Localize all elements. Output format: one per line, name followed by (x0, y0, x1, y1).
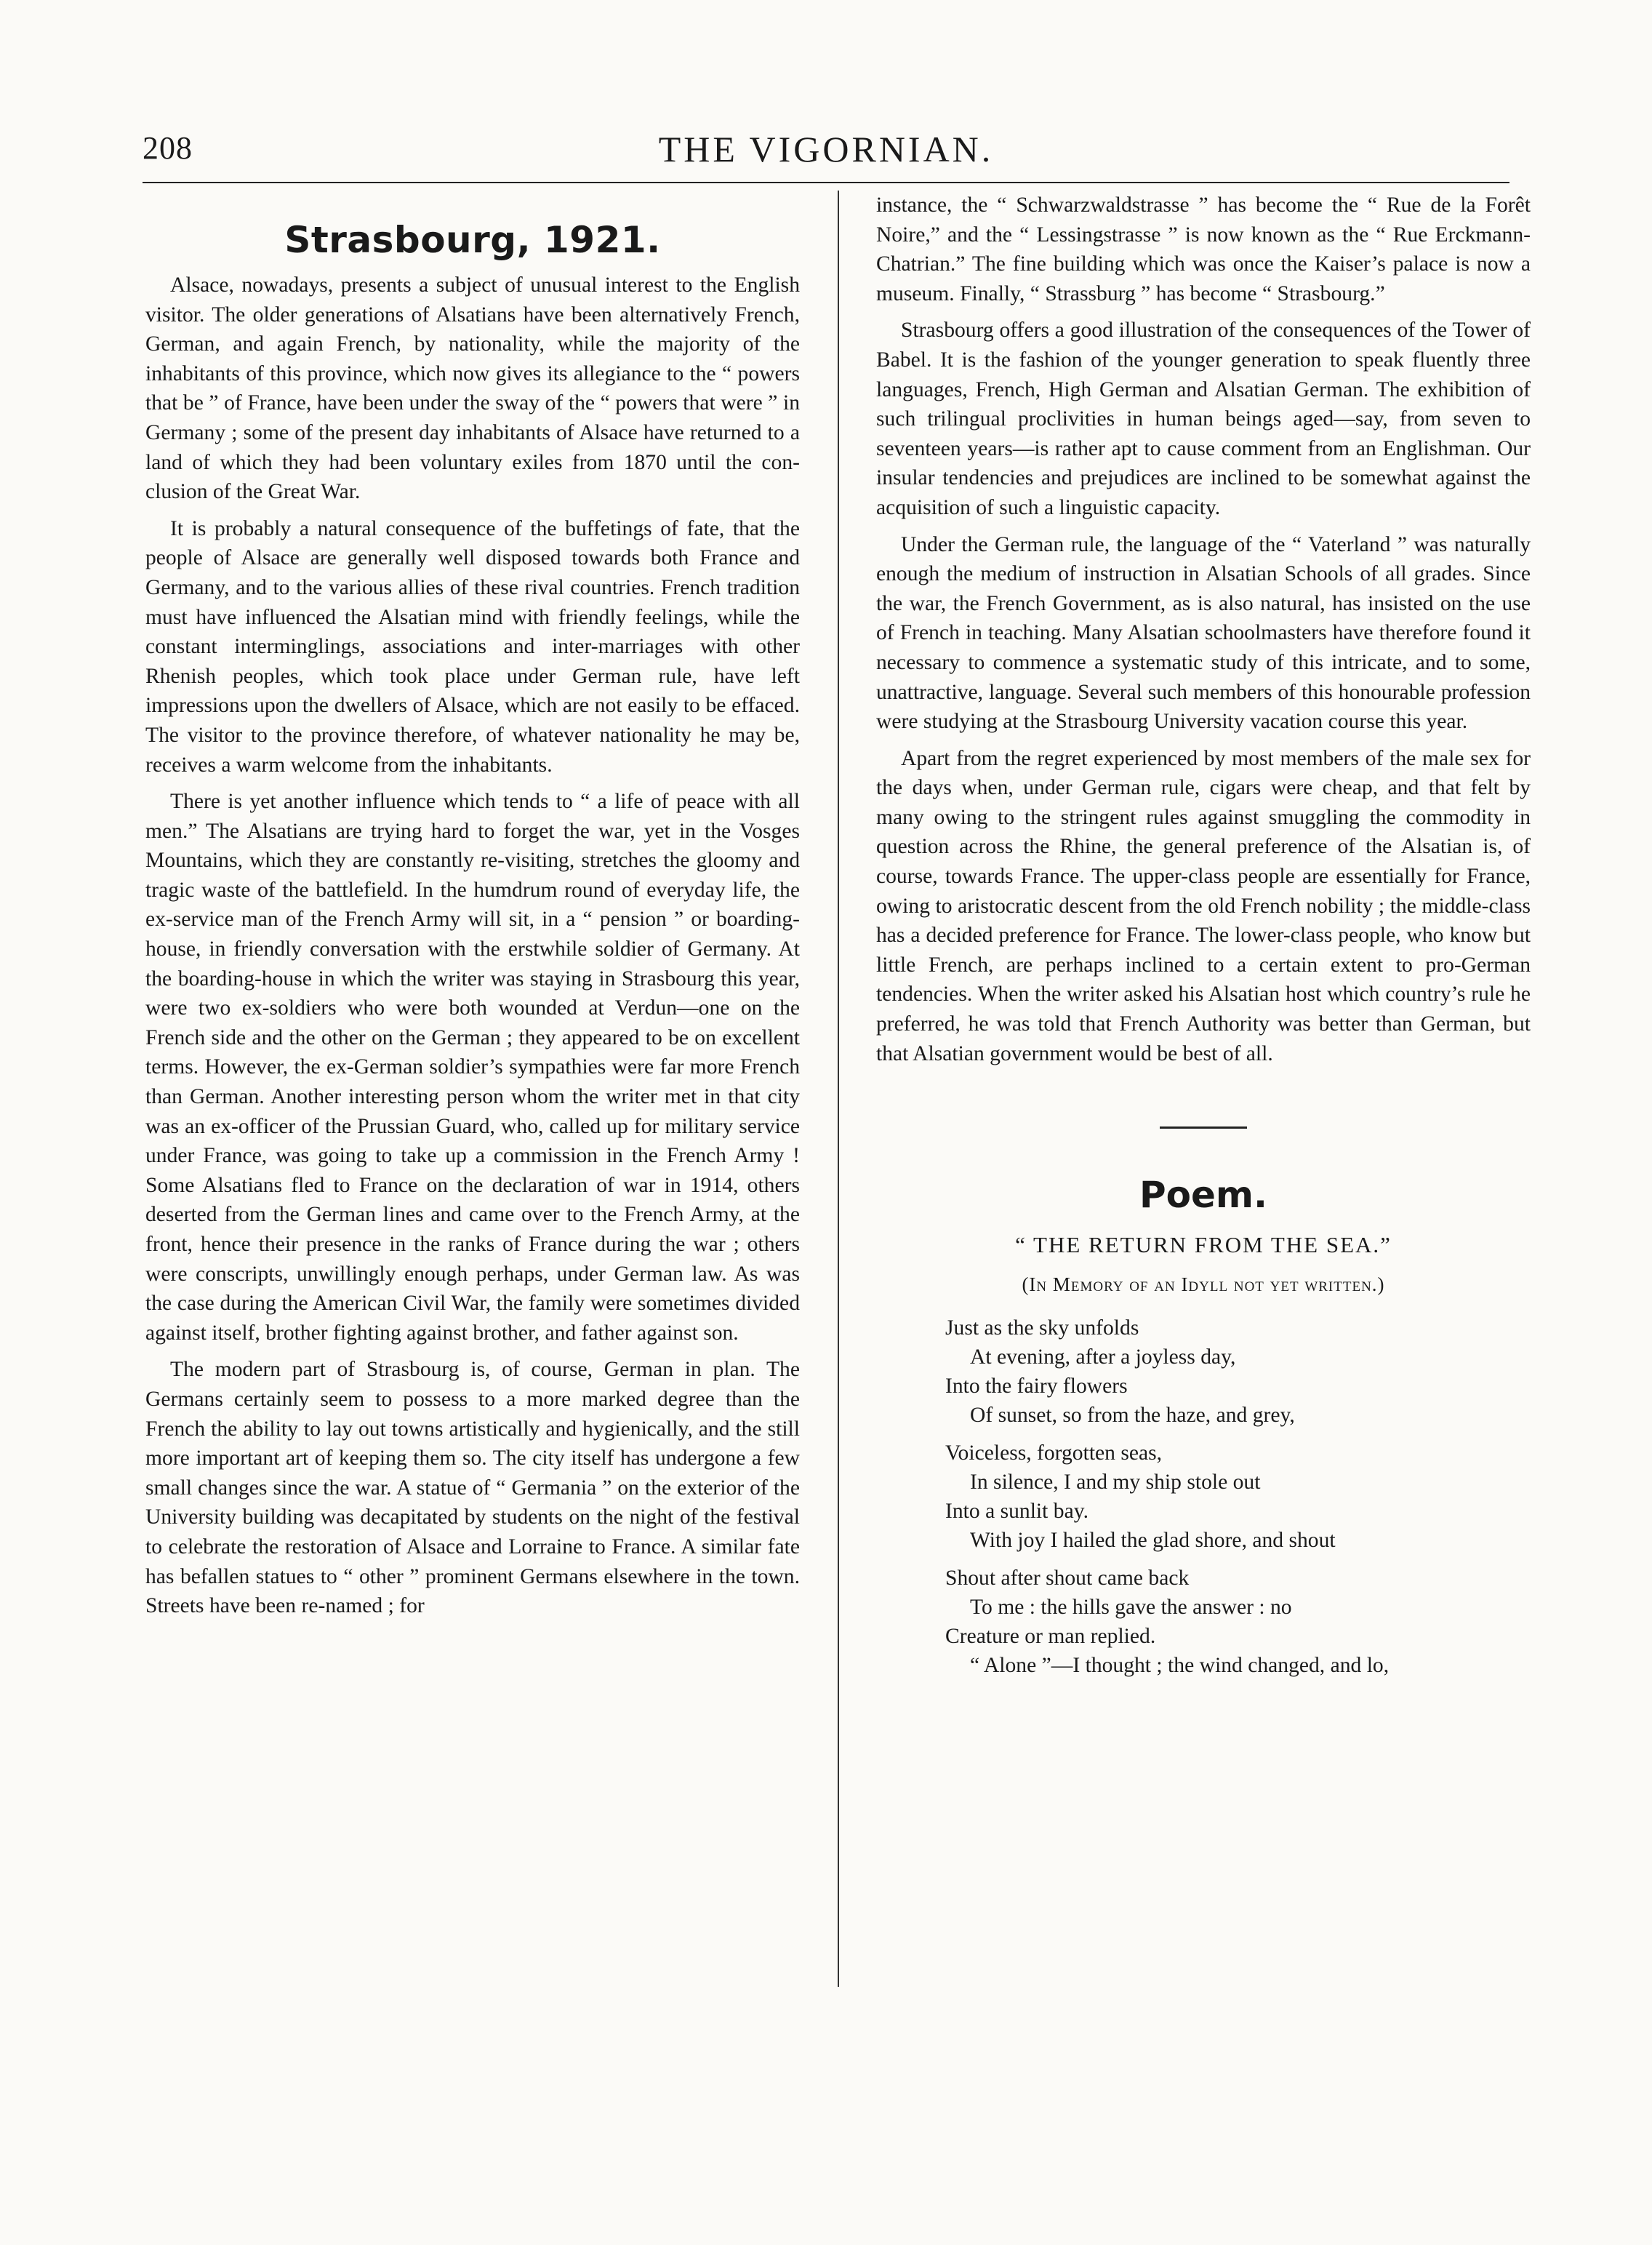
running-title: THE VIGORNIAN. (658, 129, 994, 169)
article-paragraph: Under the German rule, the language of the “ Vaterland ” was naturally enough the medium of instruction in Alsatian Schools of all grades. Since the war, the French Government, as is also natural, has insisted on the use of French in teaching. Many Alsatian schoolmasters have therefore found it necessary to commence a systematic study of this intricate, and to some, unattractive, language. Several such members of this honourable profession were studying at the Strasbourg University vacation course this year. (876, 532, 1531, 734)
column-divider (838, 191, 839, 1987)
poem-line: To me : the hills gave the answer : no (970, 1596, 1292, 1620)
left-column (145, 191, 800, 1628)
poem-stanza (945, 1313, 1531, 1430)
poem-line: At evening, after a joyless day, (970, 1345, 1236, 1369)
poem-subtitle: (In Memory of an Idyll not yet written.) (1022, 1273, 1385, 1296)
article-paragraph: There is yet another influence which tends to “ a life of peace with all men.” The Alsatians are trying hard to forget the war, yet in the Vosges Mountains, which they are constantly re-visiting, stretches the gloomy and tragic waste of the battlefield. In the humdrum round of everyday life, the ex-service man of the French Army will sit, in a “ pension ” or boarding-house, in friendly conversation with the erstwhile soldier of Germany. At the boarding-house in which the writer was staying in Strasbourg this year, were two ex-soldiers who were both wounded at Verdun—one on the French side and the other on the German ; they appeared to be on excellent terms. However, the ex-German soldier’s sympathies were far more French than German. Another interesting person whom the writer met in that city was an ex-officer of the Prussian Guard, who, called up for military service under France, was going to take up a commission in the French Army ! Some Alsatians fled to France on the declaration of war in 1914, others deserted from the German lines and came over to the French Army, at the front, hence their presence in the ranks of France during the war ; others were conscripts, unwillingly enough perhaps, under German law. As was the case during the American Civil War, the family were sometimes divided against itself, brother fighting against brother, and father against son. (145, 790, 800, 1345)
poem-line: Voiceless, forgotten seas, (945, 1441, 1163, 1465)
poem-line: Shout after shout came back (945, 1566, 1190, 1590)
poem-line: Into the fairy flowers (945, 1374, 1128, 1398)
article-paragraph: Alsace, nowadays, presents a subject of unusual interest to the English visitor. The older generations of Alsatians have been alternatively French, German, and again French, by nationality, while the majority of the inhabitants of this province, which now gives its allegiance to the “ powers that be ” of France, have been under the sway of the “ powers that were ” in Germany ; some of the present day inhabitants of Alsace have returned to a land of which they had been voluntary exiles from 1870 until the conclusion of the Great War. (145, 273, 800, 504)
poem-stanza (945, 1438, 1531, 1555)
poem-line: Of sunset, so from the haze, and grey, (970, 1404, 1295, 1428)
article-paragraph-continued: instance, the “ Schwarzwaldstrasse ” has become the “ Rue de la Forêt Noire,” and the “ Lessingstrasse ” is now known as the “ Rue Erckmann-Chatrian.” The fine building which was once the Kaiser’s palace is now a museum. Finally, “ Strassburg ” has become “ Strasbourg.” (876, 193, 1531, 305)
poem-line: “ Alone ”—I thought ; the wind changed, and lo, (970, 1654, 1390, 1678)
article-title: Strasbourg, 1921. (284, 219, 661, 261)
poem-body (945, 1313, 1531, 1680)
article-paragraph: The modern part of Strasbourg is, of course, German in plan. The Germans certainly seem to possess to a more marked degree than the French the ability to lay out towns artistically and hygienically, and the still more important art of keeping them so. The city itself has undergone a few small changes since the war. A statue of “ Germania ” on the exterior of the University building was decapitated by students on the night of the festival to celebrate the restoration of Alsace and Lorraine to France. A similar fate has befallen statues to “ other ” prominent Germans elsewhere in the town. Streets have been re-named ; for (145, 1358, 800, 1618)
poem-line: In silence, I and my ship stole out (970, 1470, 1261, 1494)
article-paragraph: Strasbourg offers a good illustration of the consequences of the Tower of Babel. It is the fashion of the younger generation to speak fluently three languages, French, High German and Alsatian German. The exhibition of such trilingual proclivities in human beings aged—say, from seven to seventeen years—is rather apt to cause comment from an Englishman. Our insular tendencies and prejudices are inclined to be somewhat against the acquisition of such a linguistic capacity. (876, 319, 1531, 519)
poem-line: Just as the sky unfolds (945, 1316, 1139, 1340)
poem-heading: Poem. (1139, 1174, 1267, 1217)
article-paragraph: It is probably a natural consequence of the buffetings of fate, that the people of Alsace are generally well disposed towards both France and Germany, and to the various allies of these rival countries. French tradition must have influenced the Alsatian mind with friendly feelings, while the constant interminglings, associations and inter-marriages with other Rhenish peoples, which took place under German rule, have left impressions upon the dwellers of Alsace, which are not easily to be effaced. The visitor to the province therefore, of whatever nationality he may be, receives a warm welcome from the inhabitants. (145, 516, 800, 777)
page-header (143, 128, 1509, 179)
article-paragraph: Apart from the regret experienced by most members of the male sex for the days when, under German rule, cigars were cheap, and that felt by many owing to the stringent rules against smuggling the commodity in question across the Rhine, the general preference of the Alsatian is, of course, towards France. The upper-class people are essentially for France, owing to aristocratic descent from the old French nobility ; the middle-class has a decided preference for France. The lower-class people, who know but little French, are perhaps inclined to a certain extent to pro-German tendencies. When the writer asked his Alsatian host which country’s rule he preferred, he was told that French Authority was better than German, but that Alsatian government would be best of all. (876, 746, 1531, 1065)
poem-line: With joy I hailed the glad shore, and shout (970, 1529, 1336, 1553)
poem-title: “ THE RETURN FROM THE SEA.” (1015, 1232, 1392, 1258)
header-rule (143, 182, 1509, 183)
section-rule (1160, 1126, 1247, 1129)
poem-line: Creature or man replied. (945, 1625, 1156, 1649)
page-number: 208 (143, 130, 193, 166)
poem-stanza (945, 1564, 1531, 1680)
poem-line: Into a sunlit bay. (945, 1500, 1088, 1524)
right-column (876, 191, 1531, 1689)
